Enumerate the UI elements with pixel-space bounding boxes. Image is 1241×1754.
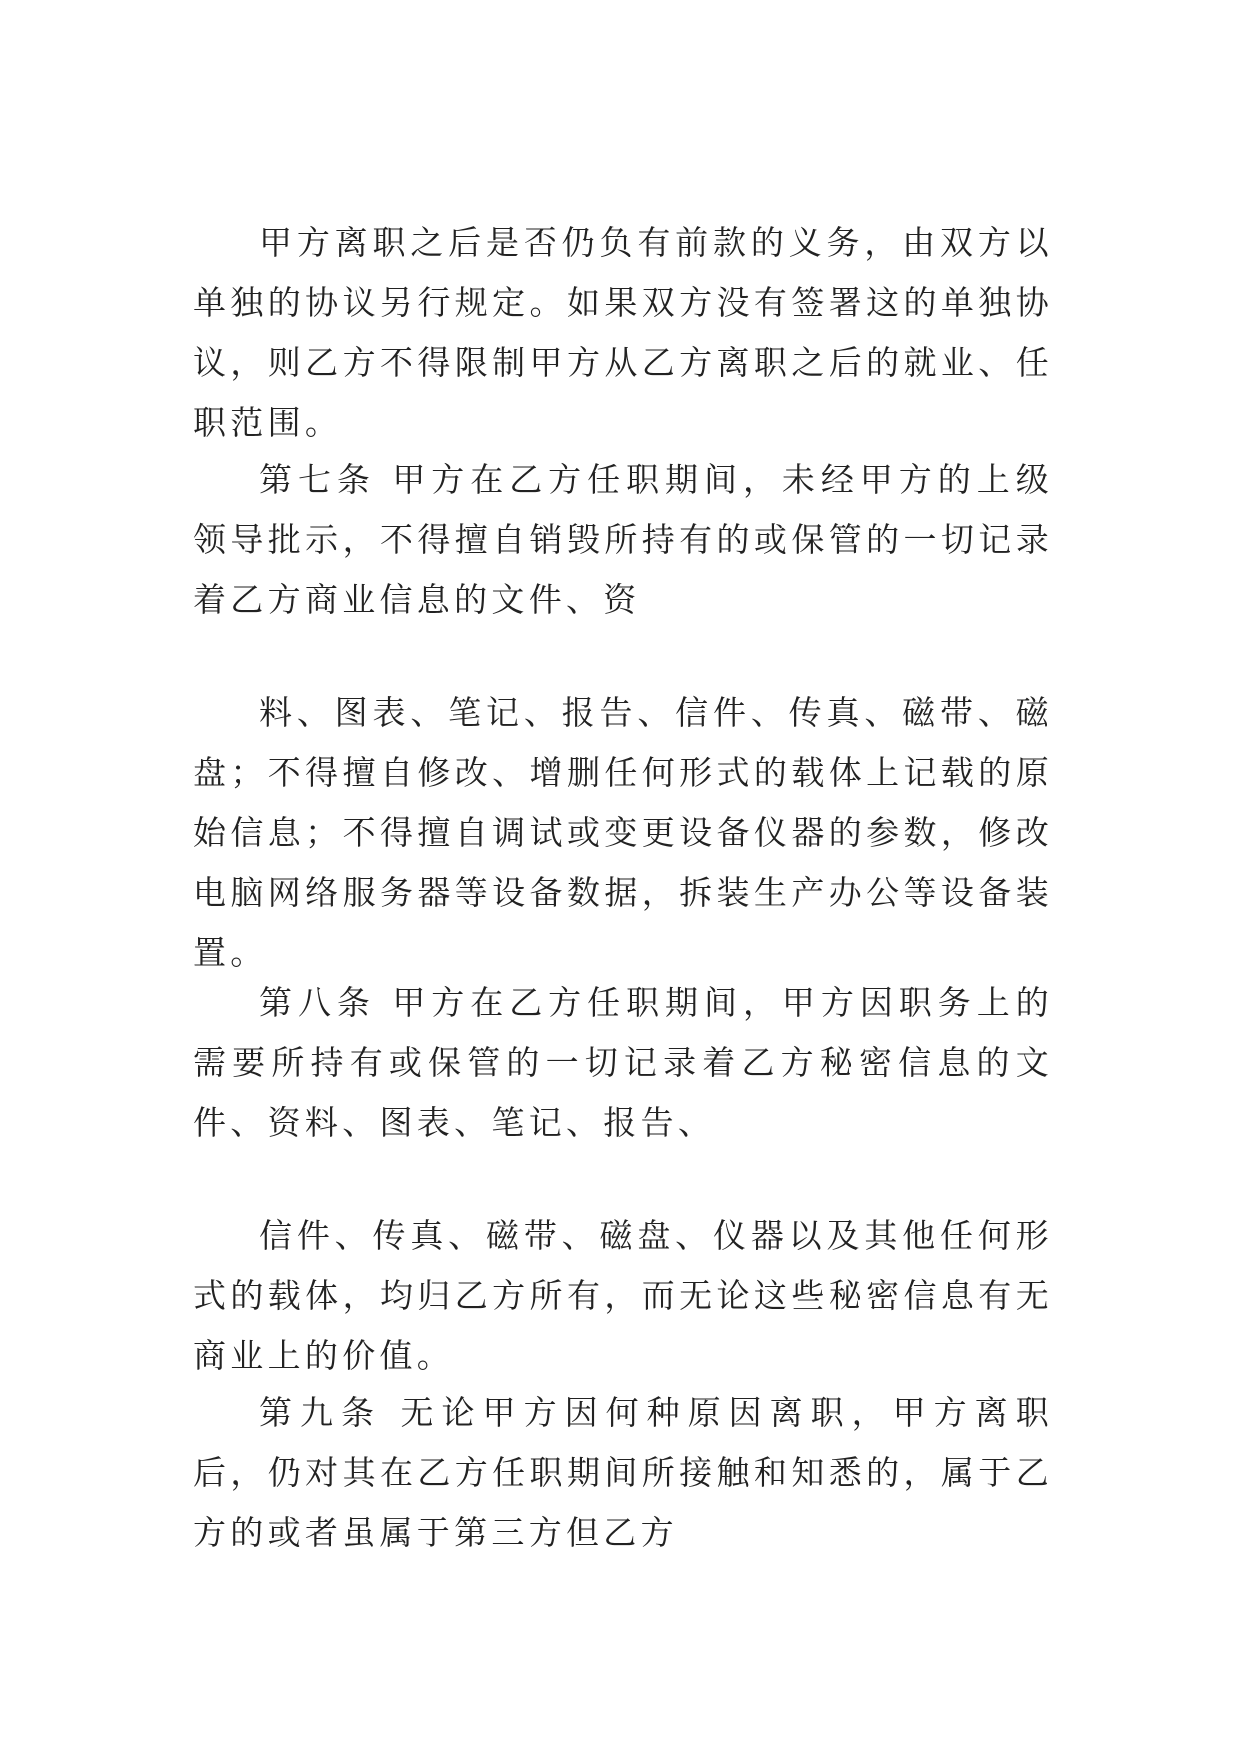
paragraph-article-7: 第七条 甲方在乙方任职期间，未经甲方的上级领导批示，不得擅自销毁所持有的或保管的一切记录着乙方商业信息的文件、资	[193, 460, 1053, 619]
paragraph-article-8-continued: 信件、传真、磁带、磁盘、仪器以及其他任何形式的载体，均归乙方所有，而无论这些秘密信息有无商业上的价值。	[193, 1216, 1053, 1375]
paragraph-article-7-continued: 料、图表、笔记、报告、信件、传真、磁带、磁盘；不得擅自修改、增删任何形式的载体上记载的原始信息；不得擅自调试或变更设备仪器的参数，修改电脑网络服务器等设备数据，拆装生产办公等设备装置。	[193, 693, 1053, 972]
paragraph-resignation-obligation: 甲方离职之后是否仍负有前款的义务，由双方以单独的协议另行规定。如果双方没有签署这的单独协议，则乙方不得限制甲方从乙方离职之后的就业、任职范围。	[193, 223, 1053, 442]
paragraph-article-8: 第八条 甲方在乙方任职期间，甲方因职务上的需要所持有或保管的一切记录着乙方秘密信息的文件、资料、图表、笔记、报告、	[193, 983, 1053, 1142]
paragraph-article-9: 第九条 无论甲方因何种原因离职，甲方离职后，仍对其在乙方任职期间所接触和知悉的，属于乙方的或者虽属于第三方但乙方	[193, 1393, 1053, 1552]
